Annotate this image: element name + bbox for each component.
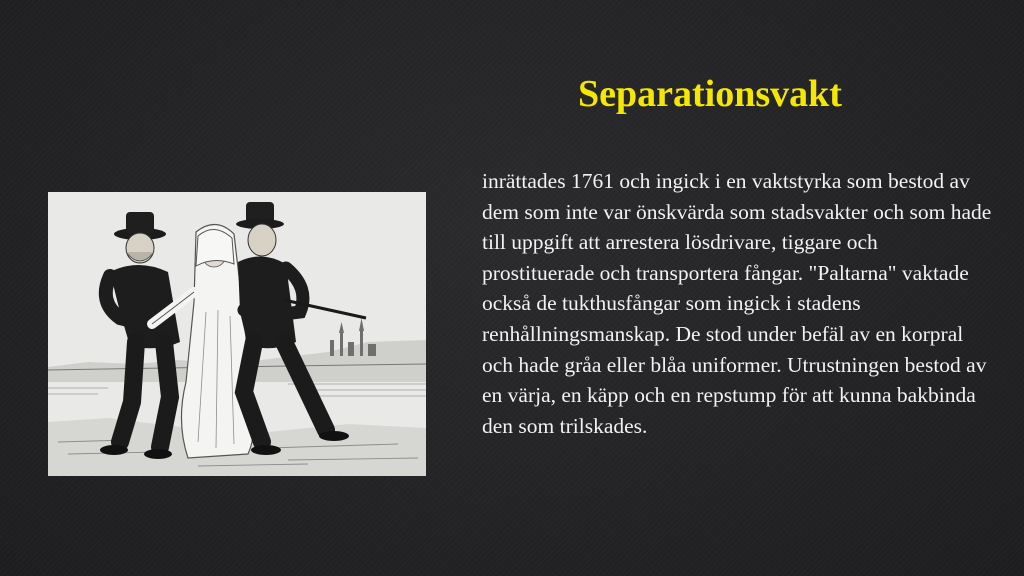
body-paragraph: inrättades 1761 och ingick i en vaktstyrka som bestod av dem som inte var önskvärda som stadsvakter och som hade till uppgift att arrestera lösdrivare, tiggare och prostituerade och transportera fångar. "Paltarna" vaktade också de tukthusfångar som ingick i stadens renhållningsmanskap. De stod under befäl av en korpral och hade gråa eller blåa uniformer. Utrustningen bestod av en värja, en käpp och en repstump för att kunna bakbinda den som trilskades.	[482, 169, 992, 438]
engraving-illustration	[48, 192, 426, 476]
illustration-image	[48, 192, 426, 476]
slide-title: Separationsvakt	[578, 73, 842, 115]
